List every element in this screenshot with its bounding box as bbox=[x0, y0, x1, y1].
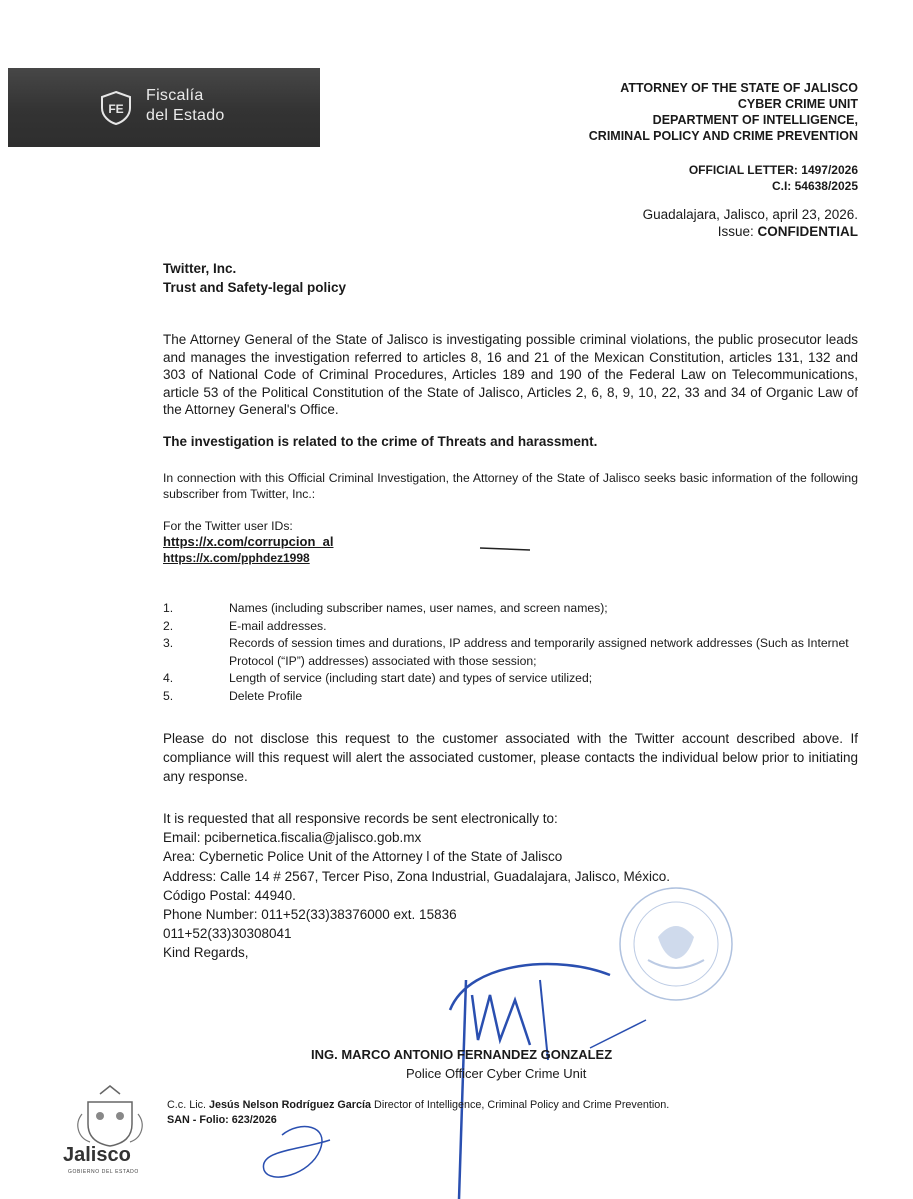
list-item-number: 4. bbox=[163, 671, 174, 685]
signatory-name: ING. MARCO ANTONIO FERNANDEZ GONZALEZ bbox=[311, 1047, 613, 1062]
addressee-company: Twitter, Inc. bbox=[163, 261, 237, 276]
user-ids-block bbox=[163, 518, 333, 566]
list-item-number: 1. bbox=[163, 601, 174, 615]
fiscalia-logo bbox=[8, 68, 320, 147]
issue-label: Issue: bbox=[717, 224, 754, 239]
list-item-number: 5. bbox=[163, 688, 174, 703]
cc-line bbox=[167, 1098, 669, 1113]
fe-shield-icon bbox=[98, 90, 134, 126]
list-item bbox=[163, 635, 863, 670]
contact-address: Address: Calle 14 # 2567, Tercer Piso, Zona Industrial, Guadalajara, Jalisco, México. bbox=[163, 868, 671, 884]
cc-folio: SAN - Folio: 623/2026 bbox=[167, 1114, 277, 1126]
contact-email[interactable]: Email: pcibernetica.fiscalia@jalisco.gob.mx bbox=[163, 830, 422, 846]
list-item-text: Length of service (including start date) and types of service utilized; bbox=[229, 671, 593, 685]
cc-prefix: C.c. Lic. bbox=[167, 1099, 206, 1111]
contact-area: Area: Cybernetic Police Unit of the Attorney l of the State of Jalisco bbox=[163, 849, 563, 865]
reference-numbers bbox=[689, 162, 858, 194]
carbon-copy-block bbox=[167, 1098, 669, 1128]
legal-basis-paragraph: The Attorney General of the State of Jalisco is investigating possible criminal violations, the public prosecutor leads and manages the investigation referred to articles 8, 16 and 21 of the Mexican Constitution, articles 131, 132 and 303 of National Code of Criminal Procedures, Articles 189 and 190 of the Federal Law on Telecommunications, article 53 of the Political Constitution of the State of Jalisco, Articles 2, 6, 8, 9, 10, 22, 33 and 34 of Organic Law of the Attorney General's Office. bbox=[163, 332, 858, 418]
user-ids-label: For the Twitter user IDs: bbox=[163, 519, 293, 533]
user-id-link[interactable]: https://x.com/pphdez1998 bbox=[163, 551, 310, 565]
agency-line: CYBER CRIME UNIT bbox=[737, 97, 858, 111]
list-item-text: E-mail addresses. bbox=[229, 618, 327, 633]
agency-line: CRIMINAL POLICY AND CRIME PREVENTION bbox=[588, 129, 858, 143]
nondisclosure-paragraph: Please do not disclose this request to the customer associated with the Twitter account described above. If compliance will this request will alert the associated customer, please contacts the individual below prior to initiating any response. bbox=[163, 731, 858, 784]
official-letter-number: OFFICIAL LETTER: 1497/2026 bbox=[688, 163, 858, 177]
contact-phone-2: 011+52(33)30308041 bbox=[163, 926, 292, 942]
signatory-role: Police Officer Cyber Crime Unit bbox=[406, 1066, 587, 1081]
agency-line: ATTORNEY OF THE STATE OF JALISCO bbox=[620, 81, 858, 95]
contact-postal-code: Código Postal: 44940. bbox=[163, 887, 296, 903]
issue-line bbox=[643, 223, 858, 240]
ci-number: C.I: 54638/2025 bbox=[771, 179, 858, 193]
fe-badge-text: FE bbox=[108, 102, 124, 116]
jalisco-wordmark-subtitle: GOBIERNO DEL ESTADO bbox=[68, 1169, 139, 1175]
contact-intro: It is requested that all responsive records be sent electronically to: bbox=[163, 811, 558, 826]
list-item-text: Records of session times and durations, IP address and temporarily assigned network addresses (Such as Internet Protocol (“IP”) addresses) associated with those session; bbox=[229, 636, 849, 668]
agency-header bbox=[589, 80, 858, 144]
list-item bbox=[163, 600, 863, 618]
crime-statement: The investigation is related to the crime of Threats and harassment. bbox=[163, 434, 598, 449]
addressee-department: Trust and Safety-legal policy bbox=[163, 280, 347, 295]
issue-value: CONFIDENTIAL bbox=[757, 224, 858, 239]
list-item bbox=[163, 670, 863, 688]
list-item-number: 3. bbox=[163, 636, 174, 650]
fiscalia-logo-text bbox=[146, 86, 225, 126]
list-item-text: Delete Profile bbox=[229, 688, 303, 703]
jalisco-coat-of-arms-icon bbox=[60, 1084, 160, 1192]
cc-person: Jesús Nelson Rodríguez García bbox=[209, 1099, 372, 1111]
user-id-link[interactable]: https://x.com/corrupcion_al bbox=[163, 534, 334, 549]
date-line: Guadalajara, Jalisco, april 23, 2026. bbox=[642, 207, 858, 222]
list-item bbox=[163, 618, 863, 636]
list-item-number: 2. bbox=[163, 618, 174, 633]
list-item bbox=[163, 688, 863, 706]
logo-line-1: Fiscalía bbox=[146, 87, 204, 104]
logo-line-2: del Estado bbox=[146, 107, 225, 124]
cc-role: Director of Intelligence, Criminal Policy and Crime Prevention. bbox=[374, 1099, 670, 1111]
request-intro-paragraph: In connection with this Official Criminal Investigation, the Attorney of the State of Jalisco seeks basic information of the following subscriber from Twitter, Inc.: bbox=[163, 471, 858, 501]
addressee bbox=[163, 259, 346, 297]
list-item-text: Names (including subscriber names, user names, and screen names); bbox=[229, 601, 608, 615]
jalisco-wordmark: Jalisco bbox=[63, 1144, 131, 1166]
contact-phone-1: Phone Number: 011+52(33)38376000 ext. 15836 bbox=[163, 907, 457, 923]
closing: Kind Regards, bbox=[163, 945, 249, 961]
requested-info-list bbox=[163, 600, 863, 705]
date-issue-block bbox=[643, 206, 858, 240]
agency-line: DEPARTMENT OF INTELLIGENCE, bbox=[652, 113, 858, 127]
official-seal-stamp bbox=[588, 882, 758, 1052]
